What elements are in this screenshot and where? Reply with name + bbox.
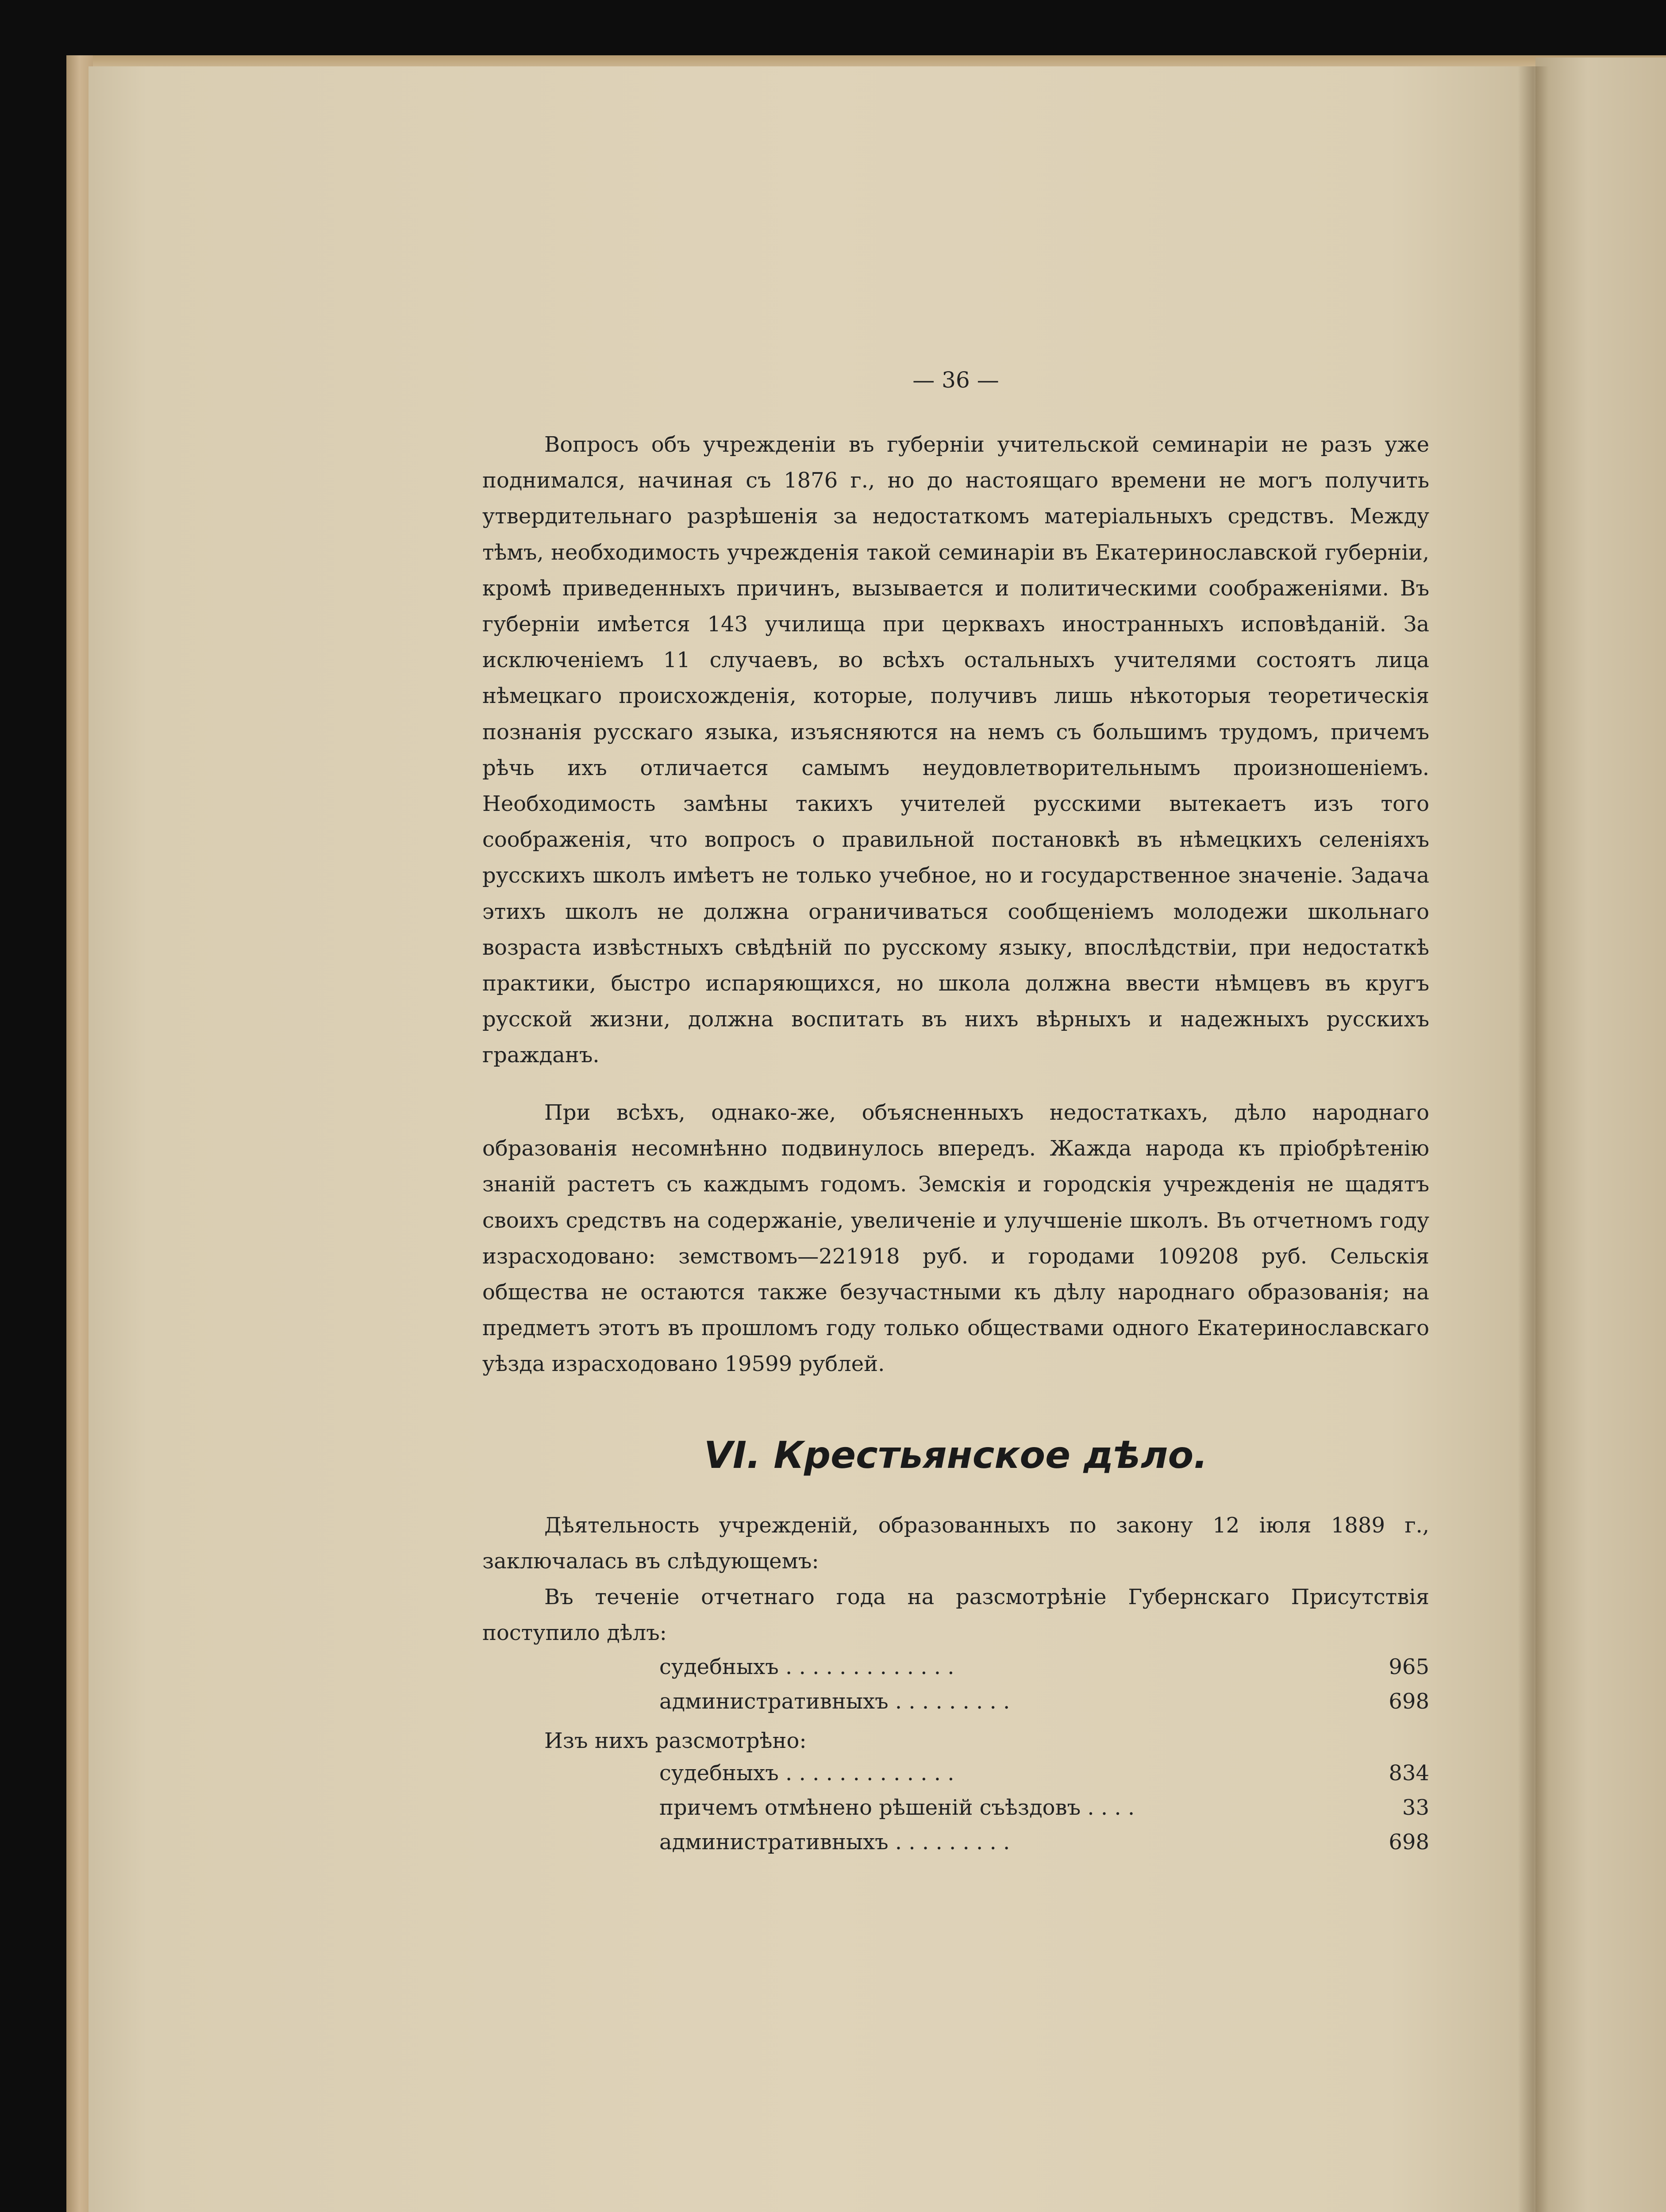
paragraph-received-cases: Въ теченіе отчетнаго года на разсмотрѣніе Губернскаго Присутствія поступило дѣлъ: <box>482 1585 1429 1646</box>
list-item <box>659 1830 1429 1861</box>
reviewed-intro: Изъ нихъ разсмотрѣно: <box>544 1728 807 1753</box>
row-label: причемъ отмѣнено рѣшеній съѣздовъ . . . . <box>659 1795 1135 1820</box>
row-value: 698 <box>1389 1830 1429 1855</box>
row-label: административныхъ . . . . . . . . . <box>659 1689 1010 1714</box>
list-item <box>659 1689 1429 1720</box>
row-value: 33 <box>1402 1795 1429 1820</box>
facing-page-edge <box>1535 58 1666 2212</box>
section-heading: VI. Крестьянское дѣло. <box>704 1433 1208 1477</box>
paragraph-institutions: Дѣятельность учрежденій, образованныхъ по закону 12 іюля 1889 г., заключалась въ слѣдующемъ: <box>482 1513 1429 1574</box>
row-label: административныхъ . . . . . . . . . <box>659 1830 1010 1855</box>
list-item <box>659 1761 1429 1792</box>
page-gutter-shadow <box>1518 66 1549 2212</box>
row-label: судебныхъ . . . . . . . . . . . . . <box>659 1761 954 1786</box>
list-item <box>659 1795 1429 1826</box>
row-value: 834 <box>1389 1761 1429 1786</box>
paragraph-seminary: Вопросъ объ учрежденіи въ губерніи учительской семинаріи не разъ уже поднимался, начиная съ 1876 г., но до настоящаго времени не могъ получить утвердительнаго разрѣшенія за недостаткомъ матеріальныхъ средствъ. Между тѣмъ, необходимость учрежденія такой семинаріи въ Екатеринославской губерніи, кромѣ приведенныхъ причинъ, вызывается и политическими соображеніями. Въ губерніи имѣется 143 училища при церквахъ иностранныхъ исповѣданій. За исключеніемъ 11 случаевъ, во всѣхъ остальныхъ учителями состоятъ лица нѣмецкаго происхожденія, которые, получивъ лишь нѣкоторыя теоретическія познанія русскаго языка, изъясняются на немъ съ большимъ трудомъ, причемъ рѣчь ихъ отличается самымъ неудовлетворительнымъ произношеніемъ. Необходимость замѣны такихъ учителей русскими вытекаетъ изъ того соображенія, что вопросъ о правильной постановкѣ въ нѣмецкихъ селеніяхъ русскихъ школъ имѣетъ не только учебное, но и государственное значеніе. Задача этихъ школъ не должна ограничиваться сообщеніемъ молодежи школьнаго возраста извѣстныхъ свѣдѣній по русскому языку, впослѣдствіи, при недостаткѣ практики, быстро испаряющихся, но школа должна ввести нѣмцевъ въ кругъ русской жизни, должна воспитать въ нихъ вѣрныхъ и надежныхъ русскихъ гражданъ. <box>482 432 1429 1068</box>
page-number: — 36 — <box>912 367 999 393</box>
paragraph-education-progress: При всѣхъ, однако-же, объясненныхъ недостаткахъ, дѣло народнаго образованія несомнѣнно подвинулось впередъ. Жажда народа къ пріобрѣтенію знаній растетъ съ каждымъ годомъ. Земскія и городскія учрежденія не щадятъ своихъ средствъ на содержаніе, увеличеніе и улучшеніе школъ. Въ отчетномъ году израсходовано: земствомъ—221918 руб. и городами 109208 руб. Сельскія общества не остаются также безучастными къ дѣлу народнаго образованія; на предметъ этотъ въ прошломъ году только обществами одного Екатеринославскаго уѣзда израсходовано 19599 рублей. <box>482 1100 1429 1377</box>
row-label: судебныхъ . . . . . . . . . . . . . <box>659 1655 954 1679</box>
row-value: 698 <box>1389 1689 1429 1714</box>
list-item <box>659 1655 1429 1686</box>
row-value: 965 <box>1389 1655 1429 1679</box>
